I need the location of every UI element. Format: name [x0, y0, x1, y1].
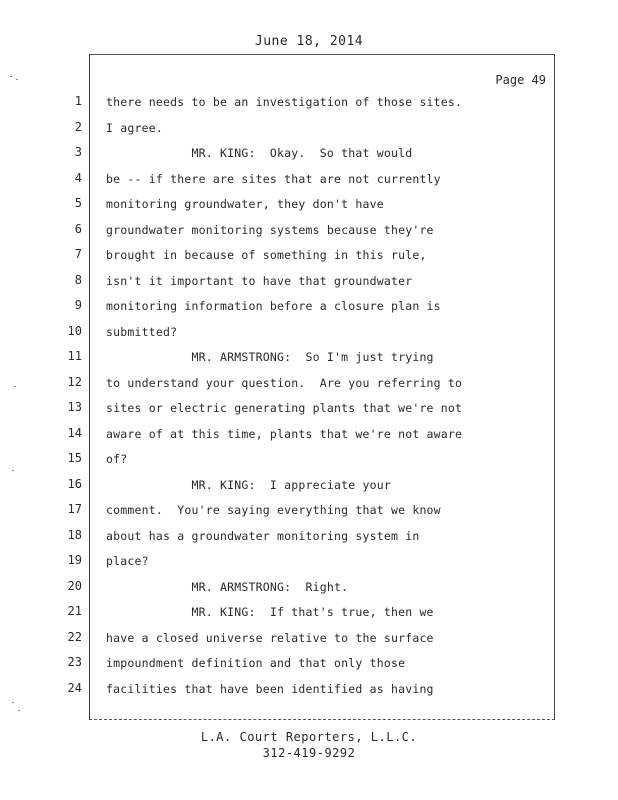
transcript-line-text: I agree. — [106, 121, 163, 135]
line-number: 10 — [67, 324, 82, 338]
line-number: 4 — [74, 171, 82, 185]
transcript-line-text: of? — [106, 452, 128, 466]
transcript-line-text: impoundment definition and that only those — [106, 656, 406, 670]
transcript-line-text: sites or electric generating plants that we're not — [106, 401, 463, 415]
page-number: Page 49 — [495, 73, 546, 87]
transcript-line-text: comment. You're saying everything that we know — [106, 503, 441, 517]
transcript-line-text: to understand your question. Are you referring to — [106, 376, 463, 390]
scan-speck — [10, 76, 12, 77]
transcript-line-text: be -- if there are sites that are not currently — [106, 172, 441, 186]
line-number: 22 — [67, 630, 82, 644]
transcript-line-text: submitted? — [106, 325, 178, 339]
line-number: 16 — [67, 477, 82, 491]
transcript-line-text: groundwater monitoring systems because they're — [106, 223, 434, 237]
transcript-line-text: place? — [106, 554, 149, 568]
line-number: 9 — [74, 298, 82, 312]
line-number: 11 — [67, 349, 82, 363]
transcript-line-text: monitoring groundwater, they don't have — [106, 197, 384, 211]
scan-speck — [12, 702, 14, 703]
line-number: 15 — [67, 451, 82, 465]
line-number: 3 — [74, 145, 82, 159]
footer-phone: 312-419-9292 — [262, 746, 356, 760]
line-number: 12 — [67, 375, 82, 389]
line-number: 14 — [67, 426, 82, 440]
line-number: 2 — [74, 120, 82, 134]
line-number: 24 — [67, 681, 82, 695]
transcript-line-text: monitoring information before a closure plan is — [106, 299, 441, 313]
line-number: 19 — [67, 553, 82, 567]
transcript-line-text: MR. KING: If that's true, then we — [106, 605, 434, 619]
line-number: 21 — [67, 604, 82, 618]
scan-speck — [12, 470, 14, 471]
transcript-line-text: have a closed universe relative to the surface — [106, 631, 434, 645]
transcript-line-text: MR. KING: I appreciate your — [106, 478, 391, 492]
line-number: 8 — [74, 273, 82, 287]
transcript-date: June 18, 2014 — [254, 34, 364, 49]
line-number: 13 — [67, 400, 82, 414]
transcript-line-text: isn't it important to have that groundwater — [106, 274, 413, 288]
transcript-line-text: about has a groundwater monitoring system in — [106, 529, 420, 543]
scan-speck — [18, 710, 20, 711]
line-number: 17 — [67, 502, 82, 516]
scan-speck — [14, 386, 16, 387]
transcript-line-text: MR. KING: Okay. So that would — [106, 146, 413, 160]
line-number: 1 — [74, 94, 82, 108]
scan-speck — [16, 79, 18, 80]
line-number: 18 — [67, 528, 82, 542]
transcript-line-text: brought in because of something in this rule, — [106, 248, 427, 262]
transcript-line-text: MR. ARMSTRONG: Right. — [106, 580, 349, 594]
line-number: 20 — [67, 579, 82, 593]
line-number: 5 — [74, 196, 82, 210]
line-number: 23 — [67, 655, 82, 669]
footer-company: L.A. Court Reporters, L.L.C. — [200, 730, 418, 744]
line-number: 6 — [74, 222, 82, 236]
transcript-line-text: there needs to be an investigation of those sites. — [106, 95, 463, 109]
line-number: 7 — [74, 247, 82, 261]
transcript-line-text: MR. ARMSTRONG: So I'm just trying — [106, 350, 434, 364]
transcript-line-text: facilities that have been identified as having — [106, 682, 434, 696]
transcript-line-text: aware of at this time, plants that we're not aware — [106, 427, 463, 441]
